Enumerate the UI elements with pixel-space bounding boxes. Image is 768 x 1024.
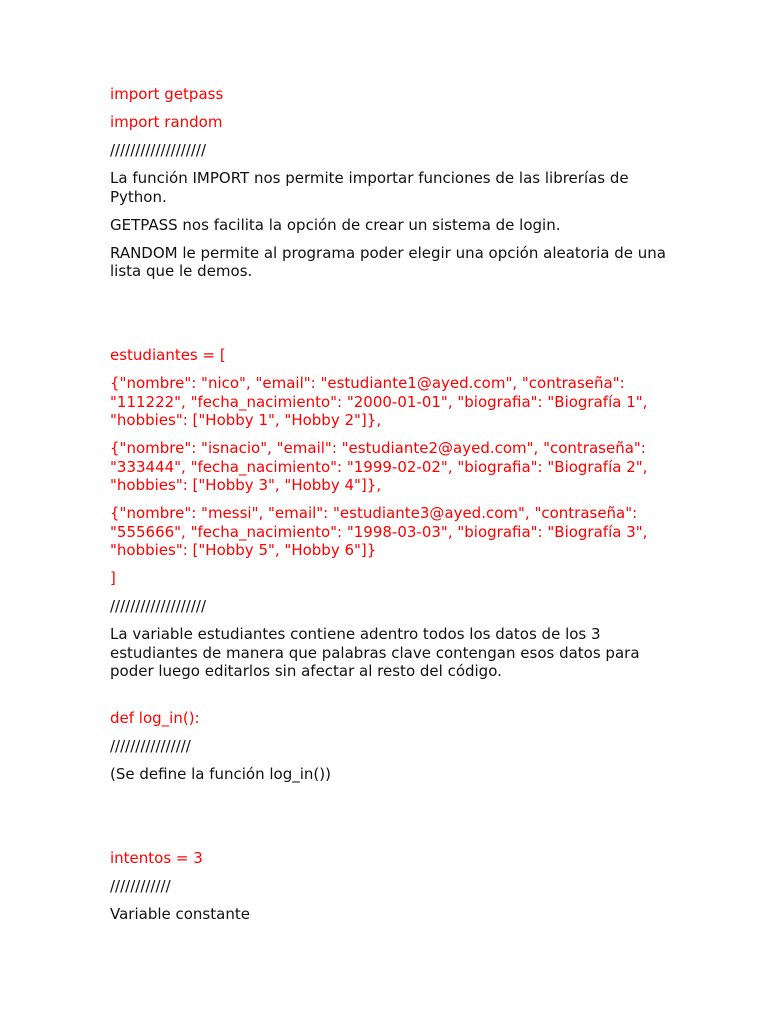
separator-line: //////////// [110,877,171,895]
spacer [110,290,670,346]
explanation-getpass: GETPASS nos facilita la opción de crear un sistema de login. [110,215,561,234]
code-line-import-random: import random [110,113,223,131]
code-line-student-1: {"nombre": "nico", "email": "estudiante1@ayed.com", "contraseña": "111222", "fecha_nacimiento": "2000-01-01", "biografia": "Biografía 1", "hobbies": ["Hobby 1", "Hobby 2"]}, [110,374,648,429]
explanation-log-in: (Se define la función log_in()) [110,765,331,783]
separator-line: //////////////// [110,737,191,755]
document-page [110,85,670,933]
code-line-def-log-in: def log_in(): [110,709,200,727]
code-line-estudiantes-open: estudiantes = [ [110,346,226,364]
code-line-student-3: {"nombre": "messi", "email": "estudiante3@ayed.com", "contraseña": "555666", "fecha_nacimiento": "1998-03-03", "biografia": "Biografía 3", "hobbies": ["Hobby 5", "Hobby 6"]} [110,504,648,559]
separator-line: /////////////////// [110,597,207,615]
separator-line: /////////////////// [110,141,207,159]
spacer [110,793,670,849]
code-line-student-2: {"nombre": "isnacio", "email": "estudiante2@ayed.com", "contraseña": "333444", "fecha_nacimiento": "1999-02-02", "biografia": "Biografía 2", "hobbies": ["Hobby 3", "Hobby 4"]}, [110,439,648,494]
explanation-estudiantes: La variable estudiantes contiene adentro todos los datos de los 3 estudiantes de manera que palabras clave contengan esos datos para poder luego editarlos sin afectar al resto del código. [110,625,640,680]
explanation-intentos: Variable constante [110,905,250,923]
code-line-intentos: intentos = 3 [110,849,203,867]
spacer [110,690,670,709]
code-line-estudiantes-close: ] [110,569,116,587]
explanation-import: La función IMPORT nos permite importar funciones de las librerías de Python. [110,169,629,206]
code-line-import-getpass: import getpass [110,85,224,103]
explanation-random: RANDOM le permite al programa poder elegir una opción aleatoria de una lista que le demos. [110,243,666,280]
